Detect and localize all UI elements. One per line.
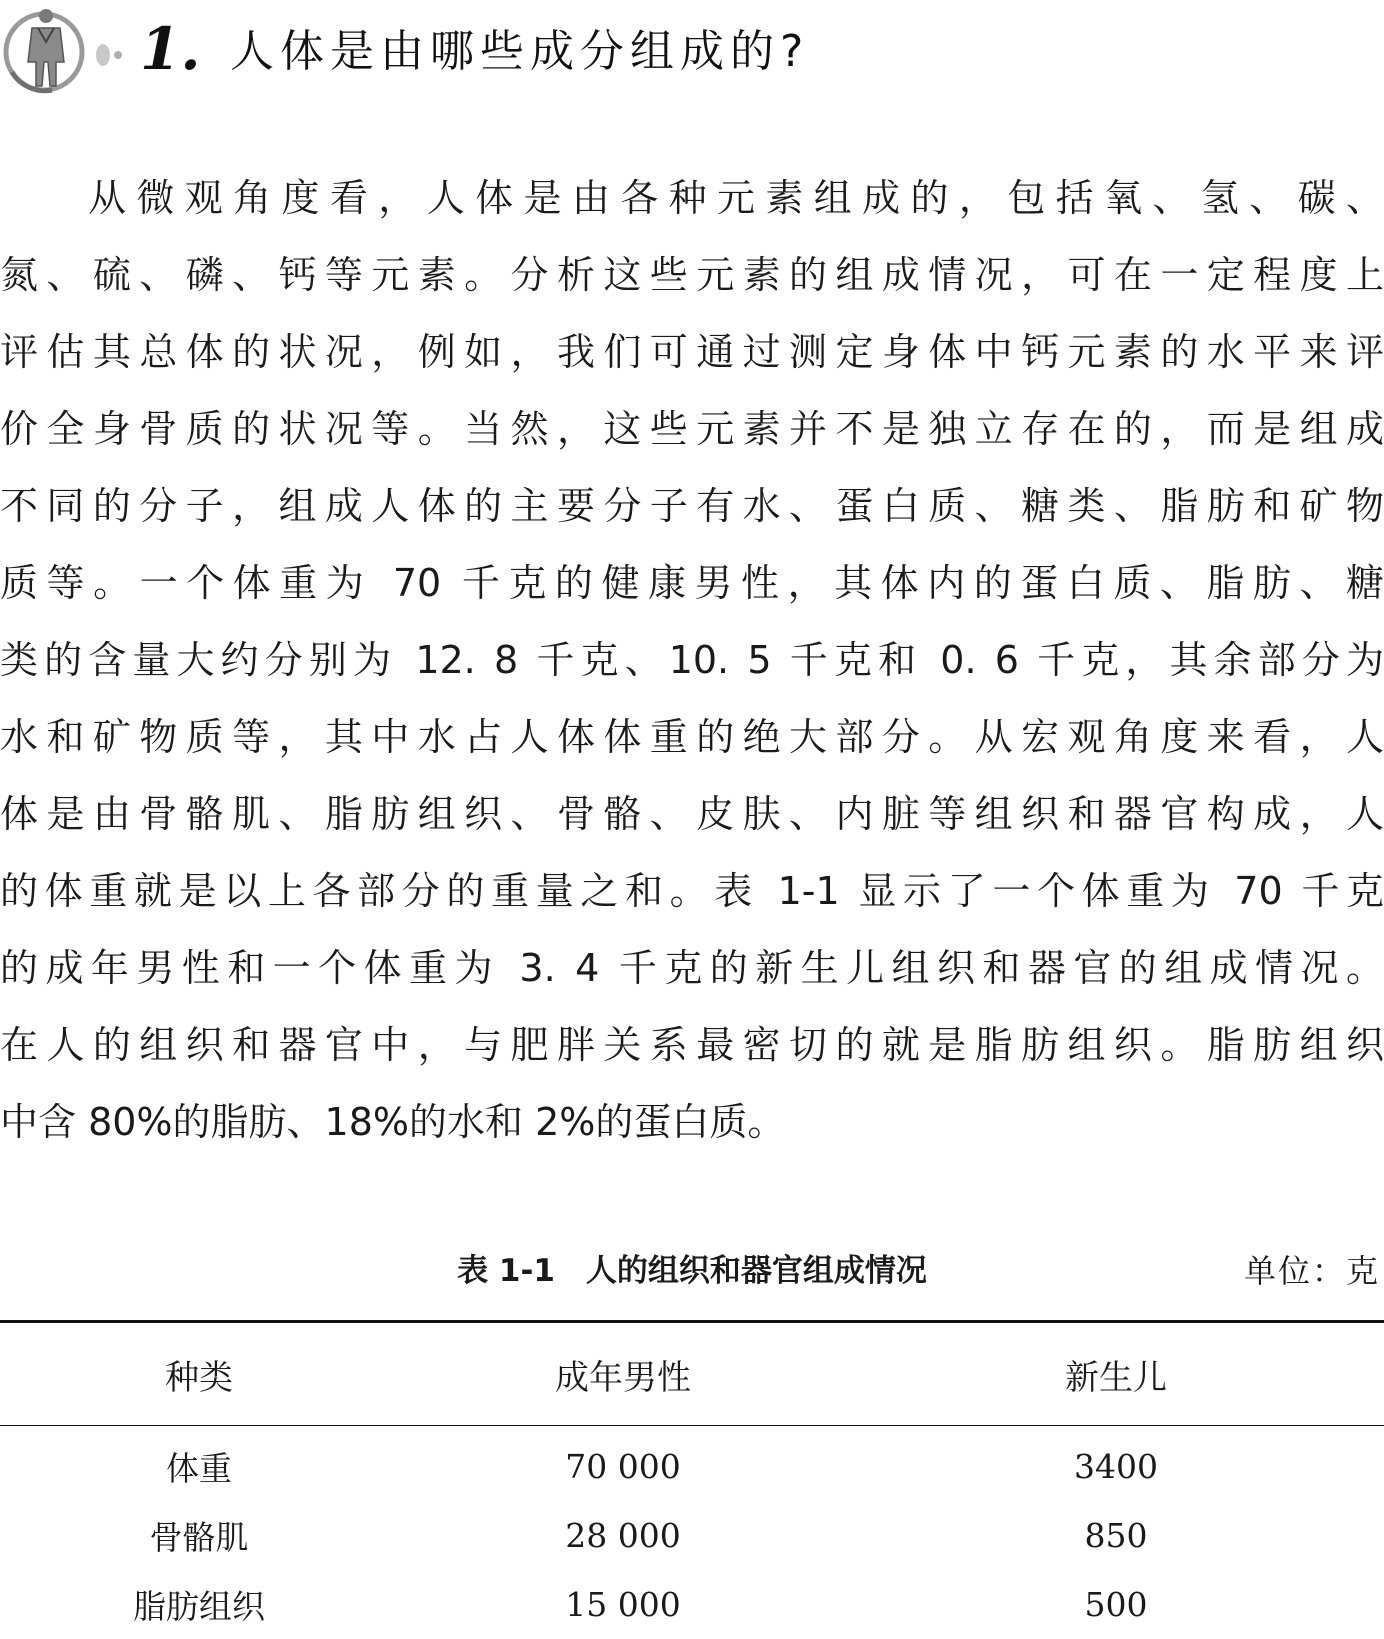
heading-decoration-dot-small (114, 51, 122, 59)
paragraph-line: 质等。一个体重为 70 千克的健康男性，其体内的蛋白质、脂肪、糖 (0, 561, 1384, 605)
cell-newborn: 3400 (1074, 1447, 1158, 1486)
paragraph-line: 从微观角度看，人体是由各种元素组成的，包括氧、氢、碳、 (88, 176, 1384, 220)
heading-decoration-dot (96, 44, 110, 66)
header-kind: 种类 (165, 1357, 233, 1398)
paragraph-line: 的成年男性和一个体重为 3. 4 千克的新生儿组织和器官的组成情况。 (0, 946, 1384, 990)
cell-newborn: 500 (1084, 1585, 1148, 1624)
composition-table (0, 1320, 1384, 1639)
paragraph-line: 在人的组织和器官中，与肥胖关系最密切的就是脂肪组织。脂肪组织 (0, 1023, 1384, 1067)
cell-adult-male: 15 000 (565, 1585, 681, 1624)
paragraph-line: 体是由骨骼肌、脂肪组织、骨骼、皮肤、内脏等组织和器官构成，人 (0, 792, 1384, 836)
heading-title: 人体是由哪些成分组成的? (230, 26, 810, 77)
paragraph-line: 评估其总体的状况，例如，我们可通过测定身体中钙元素的水平来评 (0, 330, 1384, 374)
header-adult-male: 成年男性 (555, 1357, 691, 1398)
cell-adult-male: 70 000 (565, 1447, 681, 1486)
paragraph-line: 的体重就是以上各部分的重量之和。表 1-1 显示了一个体重为 70 千克 (0, 869, 1384, 913)
person-figure-emblem-icon (2, 2, 90, 100)
table-row (0, 1426, 1384, 1502)
paragraph-line: 水和矿物质等，其中水占人体体重的绝大部分。从宏观角度来看，人 (0, 715, 1384, 759)
cell-kind: 骨骼肌 (149, 1518, 249, 1557)
section-heading (0, 0, 1384, 110)
heading-number: 1. (140, 15, 201, 83)
paragraph-line: 价全身骨质的状况等。当然，这些元素并不是独立存在的，而是组成 (0, 407, 1384, 451)
table-title: 表 1-1 人的组织和器官组成情况 (457, 1253, 927, 1289)
paragraph-line: 类的含量大约分别为 12. 8 千克、10. 5 千克和 0. 6 千克，其余部分为 (0, 638, 1384, 682)
table-row (0, 1570, 1384, 1639)
cell-newborn: 850 (1084, 1516, 1148, 1555)
body-paragraph (0, 160, 1384, 1161)
cell-kind: 脂肪组织 (133, 1587, 265, 1626)
table-row (0, 1501, 1384, 1570)
table-header-row (0, 1322, 1384, 1426)
table-unit: 单位：克 (1243, 1252, 1380, 1290)
header-newborn: 新生儿 (1065, 1357, 1167, 1398)
cell-adult-male: 28 000 (565, 1516, 681, 1555)
cell-kind: 体重 (166, 1449, 232, 1488)
table-caption (0, 1246, 1384, 1296)
paragraph-line: 中含 80%的脂肪、18%的水和 2%的蛋白质。 (0, 1100, 786, 1144)
paragraph-line: 不同的分子，组成人体的主要分子有水、蛋白质、糖类、脂肪和矿物 (0, 484, 1384, 528)
paragraph-line: 氮、硫、磷、钙等元素。分析这些元素的组成情况，可在一定程度上 (0, 253, 1384, 297)
